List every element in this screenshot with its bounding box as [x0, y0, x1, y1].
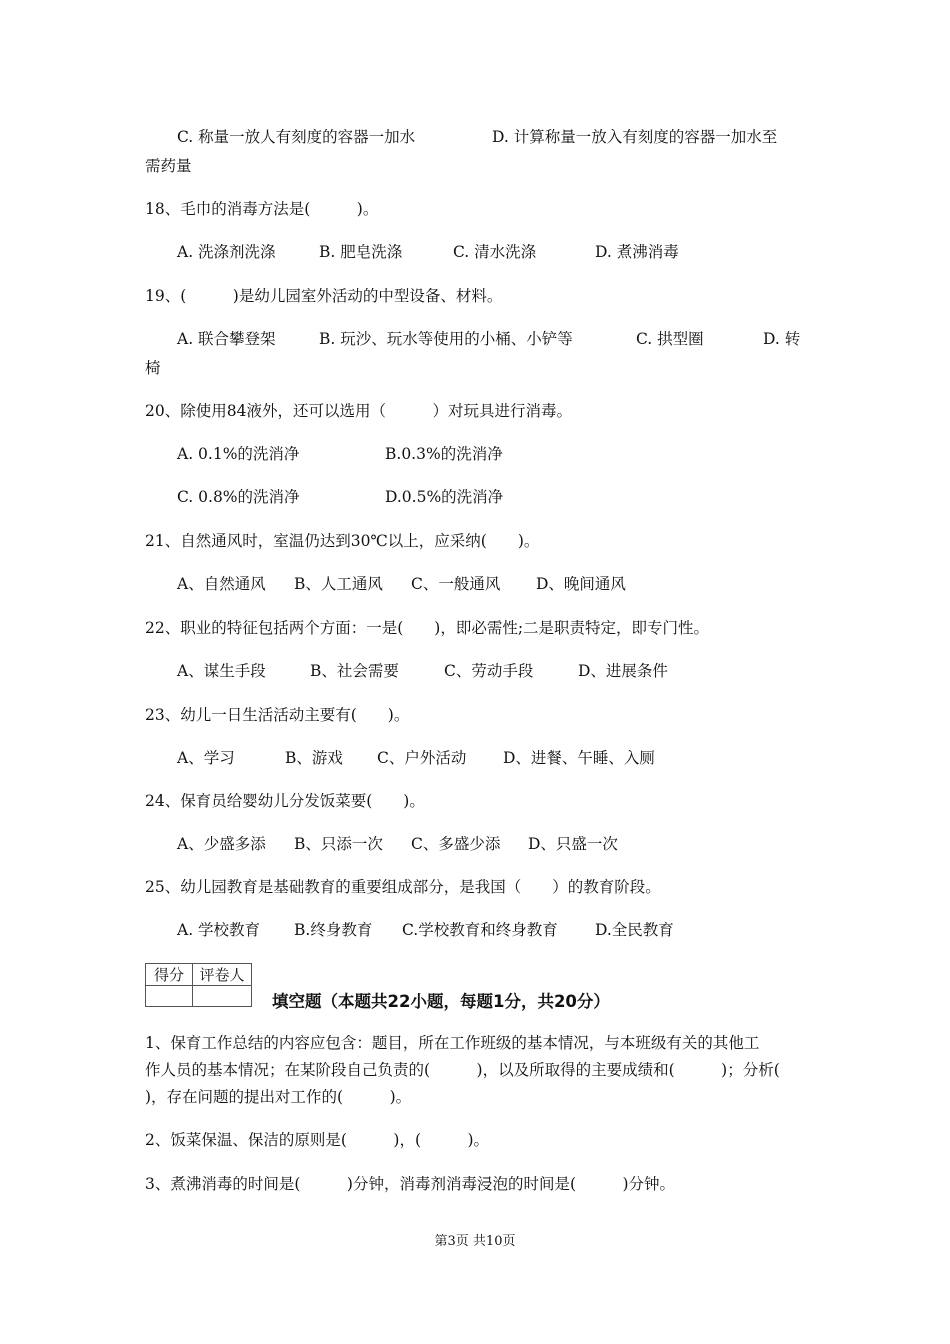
q21-option-a: A、自然通风 — [177, 575, 266, 593]
fill-q1-line1: 1、保育工作总结的内容应包含：题目，所在工作班级的基本情况，与本班级有关的其他工 — [145, 1034, 760, 1052]
q21-stem: 21、自然通风时，室温仍达到30℃以上，应采纳( )。 — [145, 532, 540, 550]
q24-option-d: D、只盛一次 — [528, 835, 618, 853]
q17-option-c: C. 称量一放人有刻度的容器一加水 — [177, 128, 416, 146]
q20-option-d: D.0.5%的洗消净 — [385, 488, 504, 506]
q25-option-b: B.终身教育 — [294, 921, 373, 939]
q23-option-d: D、进餐、午睡、入厕 — [503, 749, 655, 767]
q18-option-a: A. 洗涤剂洗涤 — [177, 243, 276, 261]
q23-option-c: C、户外活动 — [377, 749, 467, 767]
q24-option-a: A、少盛多添 — [177, 835, 266, 853]
section-title: 填空题（本题共22小题，每题1分，共20分） — [272, 992, 610, 1011]
score-box — [145, 963, 252, 1007]
q18-option-b: B. 肥皂洗涤 — [319, 243, 403, 261]
fill-q2: 2、饭菜保温、保洁的原则是( )，( )。 — [145, 1131, 490, 1149]
q24-option-c: C、多盛少添 — [411, 835, 501, 853]
grader-cell[interactable] — [193, 986, 252, 1007]
grader-label: 评卷人 — [193, 964, 252, 986]
fill-q3: 3、煮沸消毒的时间是( )分钟，消毒剂消毒浸泡的时间是( )分钟。 — [145, 1175, 676, 1193]
q22-option-c: C、劳动手段 — [444, 662, 534, 680]
page-footer: 第3页 共10页 — [434, 1234, 516, 1249]
q24-option-b: B、只添一次 — [294, 835, 383, 853]
q19-stem: 19、( )是幼儿园室外活动的中型设备、材料。 — [145, 287, 503, 305]
q17-option-wrap: 需药量 — [145, 157, 192, 175]
fill-q1-line3: )，存在问题的提出对工作的( )。 — [145, 1088, 412, 1106]
q23-option-a: A、学习 — [177, 749, 235, 767]
q17-option-row — [177, 127, 810, 147]
q17-option-d: D. 计算称量一放入有刻度的容器一加水至 — [492, 128, 778, 146]
q19-option-d: D. 转 — [763, 330, 801, 348]
q25-stem: 25、幼儿园教育是基础教育的重要组成部分，是我国（ ）的教育阶段。 — [145, 878, 661, 896]
q23-stem: 23、幼儿一日生活活动主要有( )。 — [145, 706, 410, 724]
q21-option-b: B、人工通风 — [294, 575, 383, 593]
fill-q1-line2: 作人员的基本情况；在某阶段自己负责的( )，以及所取得的主要成绩和( )；分析( — [145, 1061, 780, 1079]
q24-stem: 24、保育员给婴幼儿分发饭菜要( )。 — [145, 792, 425, 810]
q22-option-b: B、社会需要 — [310, 662, 399, 680]
q20-option-a: A. 0.1%的洗消净 — [177, 445, 300, 463]
q21-option-d: D、晚间通风 — [536, 575, 626, 593]
q20-option-b: B.0.3%的洗消净 — [385, 445, 503, 463]
q19-option-a: A. 联合攀登架 — [177, 330, 276, 348]
q25-option-a: A. 学校教育 — [177, 921, 261, 939]
q22-option-d: D、进展条件 — [578, 662, 668, 680]
score-label: 得分 — [146, 964, 193, 986]
q19-option-b: B. 玩沙、玩水等使用的小桶、小铲等 — [319, 330, 573, 348]
q20-option-c: C. 0.8%的洗消净 — [177, 488, 300, 506]
q25-option-c: C.学校教育和终身教育 — [402, 921, 558, 939]
score-cell[interactable] — [146, 986, 193, 1007]
q19-option-c: C. 拱型圈 — [636, 330, 704, 348]
q22-stem: 22、职业的特征包括两个方面：一是( )，即必需性;二是职责特定，即专门性。 — [145, 619, 710, 637]
q18-stem: 18、毛巾的消毒方法是( )。 — [145, 200, 379, 218]
q19-option-wrap: 椅 — [145, 359, 161, 377]
q18-option-d: D. 煮沸消毒 — [595, 243, 679, 261]
q22-option-a: A、谋生手段 — [177, 662, 266, 680]
q23-option-b: B、游戏 — [285, 749, 343, 767]
q18-option-c: C. 清水洗涤 — [453, 243, 537, 261]
q25-option-d: D.全民教育 — [595, 921, 674, 939]
q21-option-c: C、一般通风 — [411, 575, 501, 593]
q20-stem: 20、除使用84液外，还可以选用（ ）对玩具进行消毒。 — [145, 402, 572, 420]
